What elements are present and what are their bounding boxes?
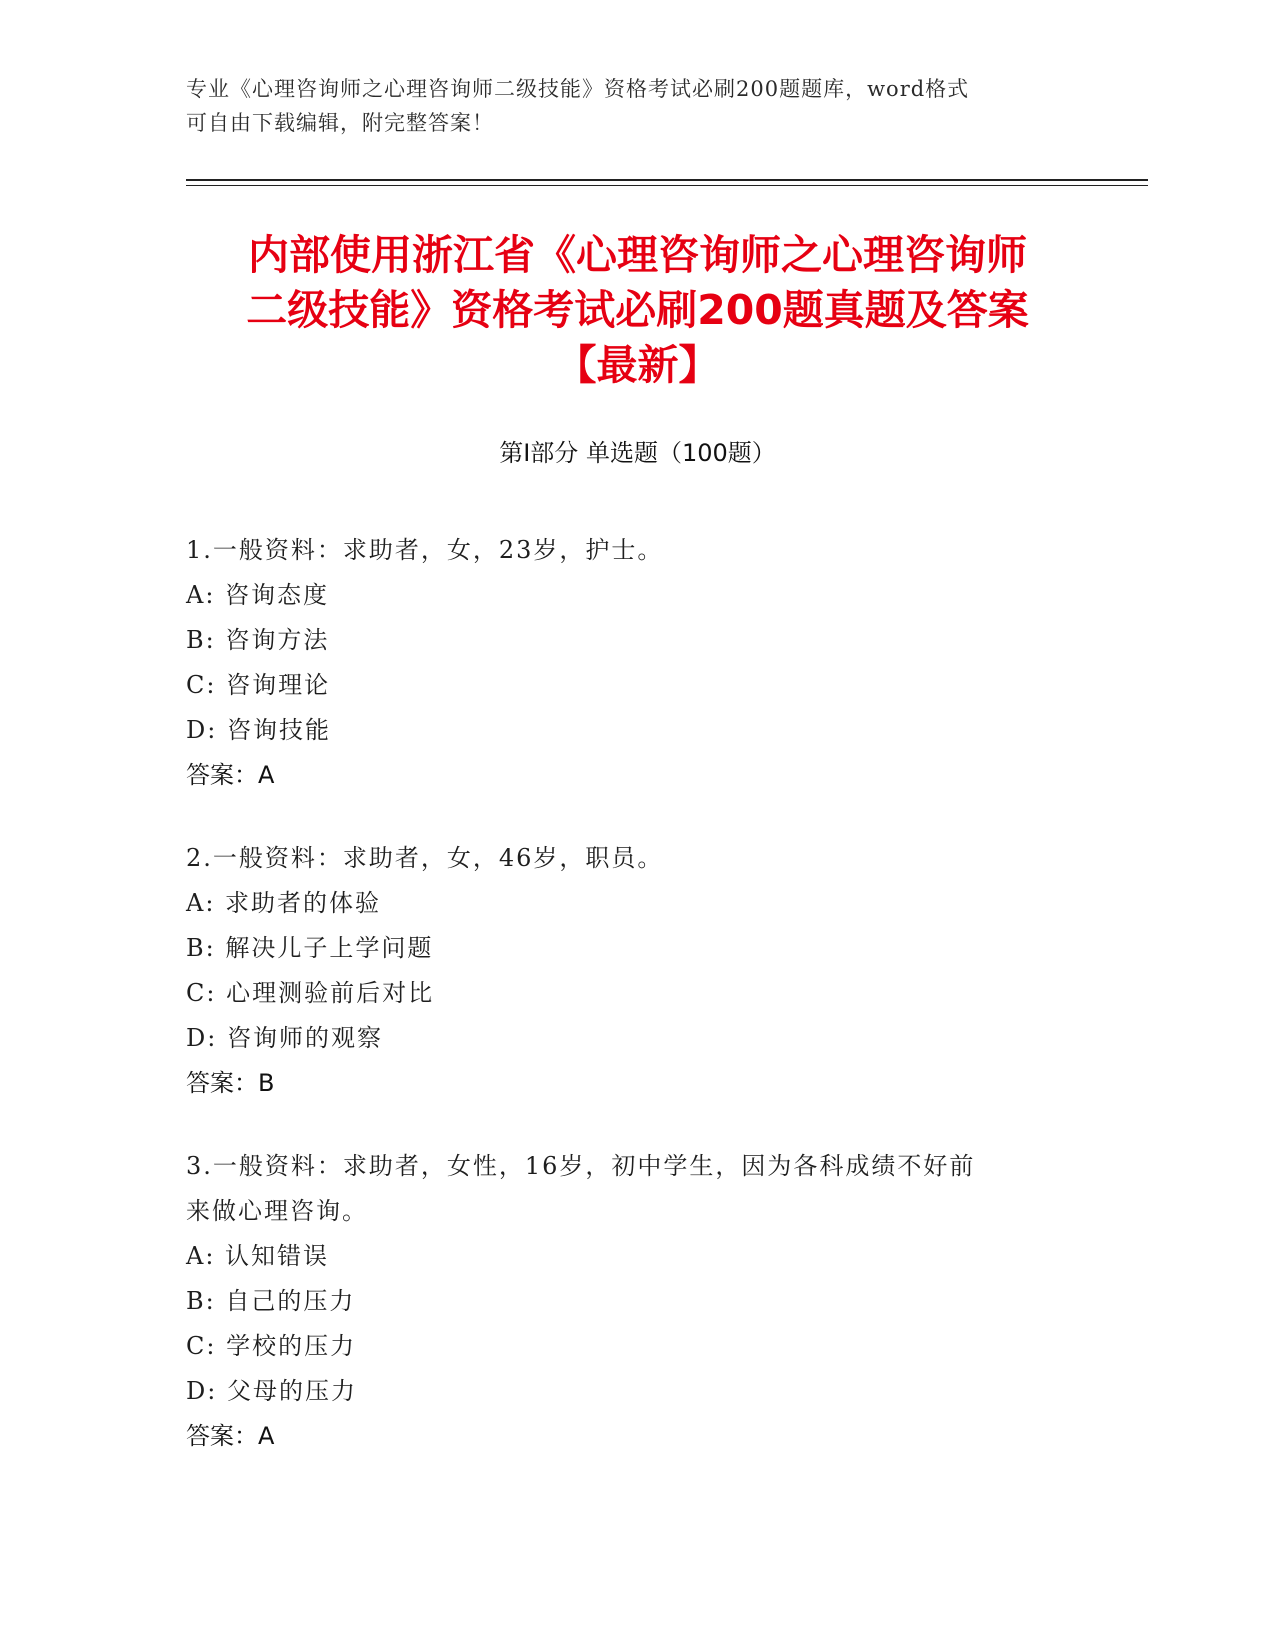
answer-option: A: 咨询态度 (186, 581, 330, 609)
section-heading: 第Ⅰ部分 单选题（100题） (499, 439, 776, 467)
answer-key: 答案：A (186, 1422, 275, 1450)
answer-option: B: 咨询方法 (186, 626, 330, 654)
answer-option: D: 咨询师的观察 (186, 1024, 383, 1052)
header-note-line: 专业《心理咨询师之心理咨询师二级技能》资格考试必刷200题题库，word格式 (186, 77, 970, 101)
title-line: 【最新】 (555, 341, 720, 389)
answer-key: 答案：B (186, 1069, 275, 1097)
answer-option: C: 学校的压力 (186, 1332, 357, 1360)
answer-option: B: 自己的压力 (186, 1287, 356, 1315)
header-note (186, 72, 1066, 140)
answer-option: B: 解决儿子上学问题 (186, 934, 434, 962)
answer-option: A: 求助者的体验 (186, 889, 382, 917)
document-title (150, 228, 1125, 393)
header-divider-thin (186, 185, 1148, 186)
title-line: 二级技能》资格考试必刷200题真题及答案 (246, 286, 1029, 334)
answer-option: A: 认知错误 (186, 1242, 330, 1270)
question-list (186, 528, 1066, 1497)
answer-option: D: 父母的压力 (186, 1377, 357, 1405)
question-stem: 来做心理咨询。 (186, 1197, 368, 1225)
answer-option: C: 心理测验前后对比 (186, 979, 435, 1007)
question-stem: 2.一般资料：求助者，女，46岁，职员。 (186, 844, 664, 872)
question-stem: 3.一般资料：求助者，女性，16岁，初中学生，因为各科成绩不好前 (186, 1152, 976, 1180)
answer-option: C: 咨询理论 (186, 671, 331, 699)
question-item (186, 1144, 1066, 1459)
answer-option: D: 咨询技能 (186, 716, 331, 744)
question-item (186, 528, 1066, 798)
question-stem: 1.一般资料：求助者，女，23岁，护士。 (186, 536, 664, 564)
title-line: 内部使用浙江省《心理咨询师之心理咨询师 (248, 231, 1027, 279)
header-note-line: 可自由下载编辑，附完整答案！ (186, 111, 494, 135)
answer-key: 答案：A (186, 761, 275, 789)
question-item (186, 836, 1066, 1106)
header-divider-thick (186, 179, 1148, 181)
